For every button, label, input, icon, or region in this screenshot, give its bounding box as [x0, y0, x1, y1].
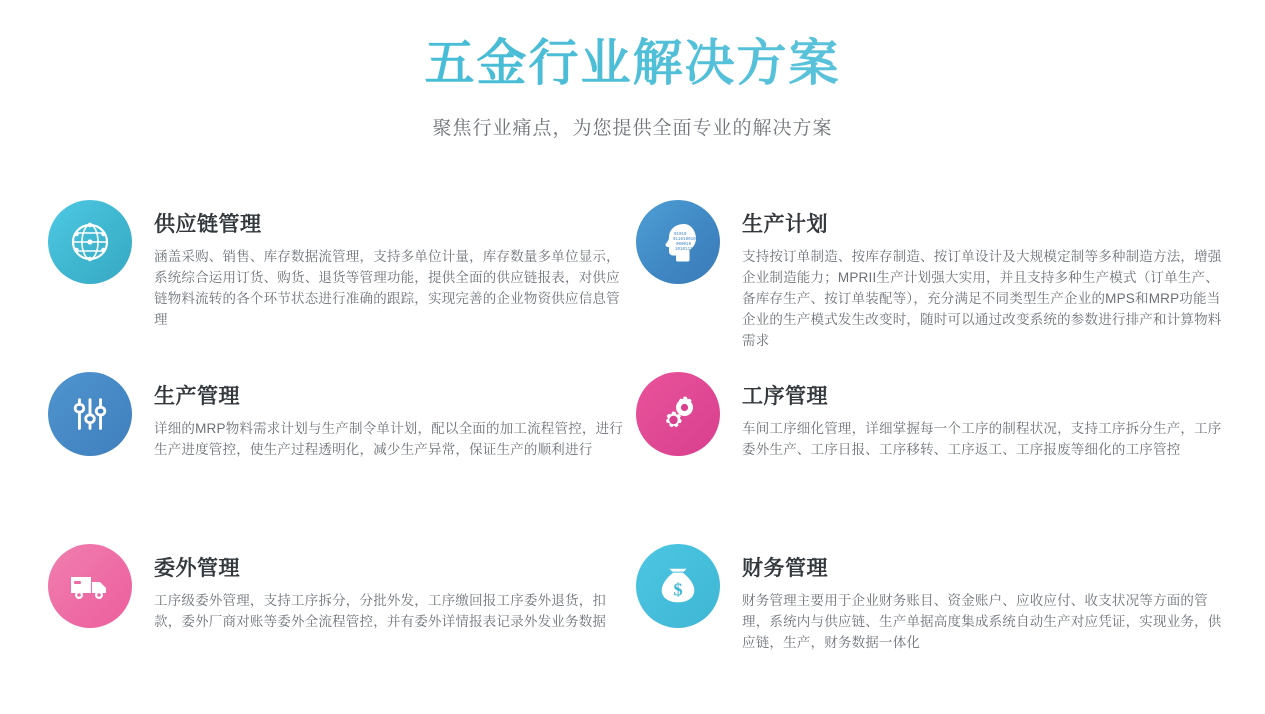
card-title: 生产管理	[154, 385, 240, 408]
card-description: 财务管理主要用于企业财务账目、资金账户、应收应付、收支状况等方面的管理，系统内与供应链、生产单据高度集成系统自动生产对应凭证，实现业务，供应链，生产，财务数据一体化	[742, 593, 1222, 651]
card-description: 工序级委外管理，支持工序拆分，分批外发，工序缴回报工序委外退货，扣款，委外厂商对账等委外全流程管控，并有委外详情报表记录外发业务数据	[154, 593, 607, 630]
card-body	[154, 542, 624, 633]
card-title: 委外管理	[154, 557, 240, 580]
card-finance-management	[636, 542, 1228, 714]
svg-text:011010010: 011010010	[673, 238, 696, 242]
card-process-management	[636, 370, 1228, 542]
card-body	[742, 370, 1228, 461]
card-outsourcing-management	[48, 542, 636, 714]
card-supply-chain	[48, 198, 636, 370]
card-body	[742, 542, 1228, 654]
card-title: 生产计划	[742, 213, 828, 236]
svg-text:$: $	[673, 579, 683, 600]
feature-grid	[48, 198, 1228, 714]
card-production-management	[48, 370, 636, 542]
globe-network-icon	[48, 200, 132, 284]
card-description: 车间工序细化管理，详细掌握每一个工序的制程状况，支持工序拆分生产，工序委外生产、工序日报、工序移转、工序返工、工序报废等细化的工序管控	[742, 421, 1222, 458]
card-body	[154, 370, 624, 461]
page-subtitle: 聚焦行业痛点，为您提供全面专业的解决方案	[432, 118, 833, 139]
card-description: 支持按订单制造、按库存制造、按订单设计及大规模定制等多种制造方法，增强企业制造能力；MPRII生产计划强大实用，并且支持多种生产模式（订单生产、备库存生产、按订单装配等），充分满足不同类型生产企业的MPS和MRP功能当企业的生产模式发生改变时，随时可以通过改变系统的参数进行排产和计算物料需求	[742, 249, 1222, 348]
svg-text:000010: 000010	[676, 243, 692, 247]
card-description: 涵盖采购、销售、库存数据流管理，支持多单位计量，库存数量多单位显示，系统综合运用订货、购货、退货等管理功能，提供全面的供应链报表，对供应链物料流转的各个环节状态进行准确的跟踪，实现完善的企业物资供应信息管理	[154, 249, 620, 327]
head-data-icon	[636, 200, 720, 284]
svg-text:01010: 01010	[674, 233, 687, 237]
card-description: 详细的MRP物料需求计划与生产制令单计划，配以全面的加工流程管控，进行生产进度管控，使生产过程透明化，减少生产异常，保证生产的顺利进行	[154, 421, 623, 458]
gears-icon	[636, 372, 720, 456]
slide-header	[0, 0, 1265, 140]
svg-text:1010111: 1010111	[675, 248, 693, 252]
sliders-icon	[48, 372, 132, 456]
card-title: 供应链管理	[154, 213, 262, 236]
money-bag-icon	[636, 544, 720, 628]
card-body	[742, 198, 1228, 352]
page-title: 五金行业解决方案	[0, 36, 1265, 91]
card-body	[154, 198, 624, 331]
card-production-plan	[636, 198, 1228, 370]
card-title: 工序管理	[742, 385, 828, 408]
truck-icon	[48, 544, 132, 628]
card-title: 财务管理	[742, 557, 828, 580]
